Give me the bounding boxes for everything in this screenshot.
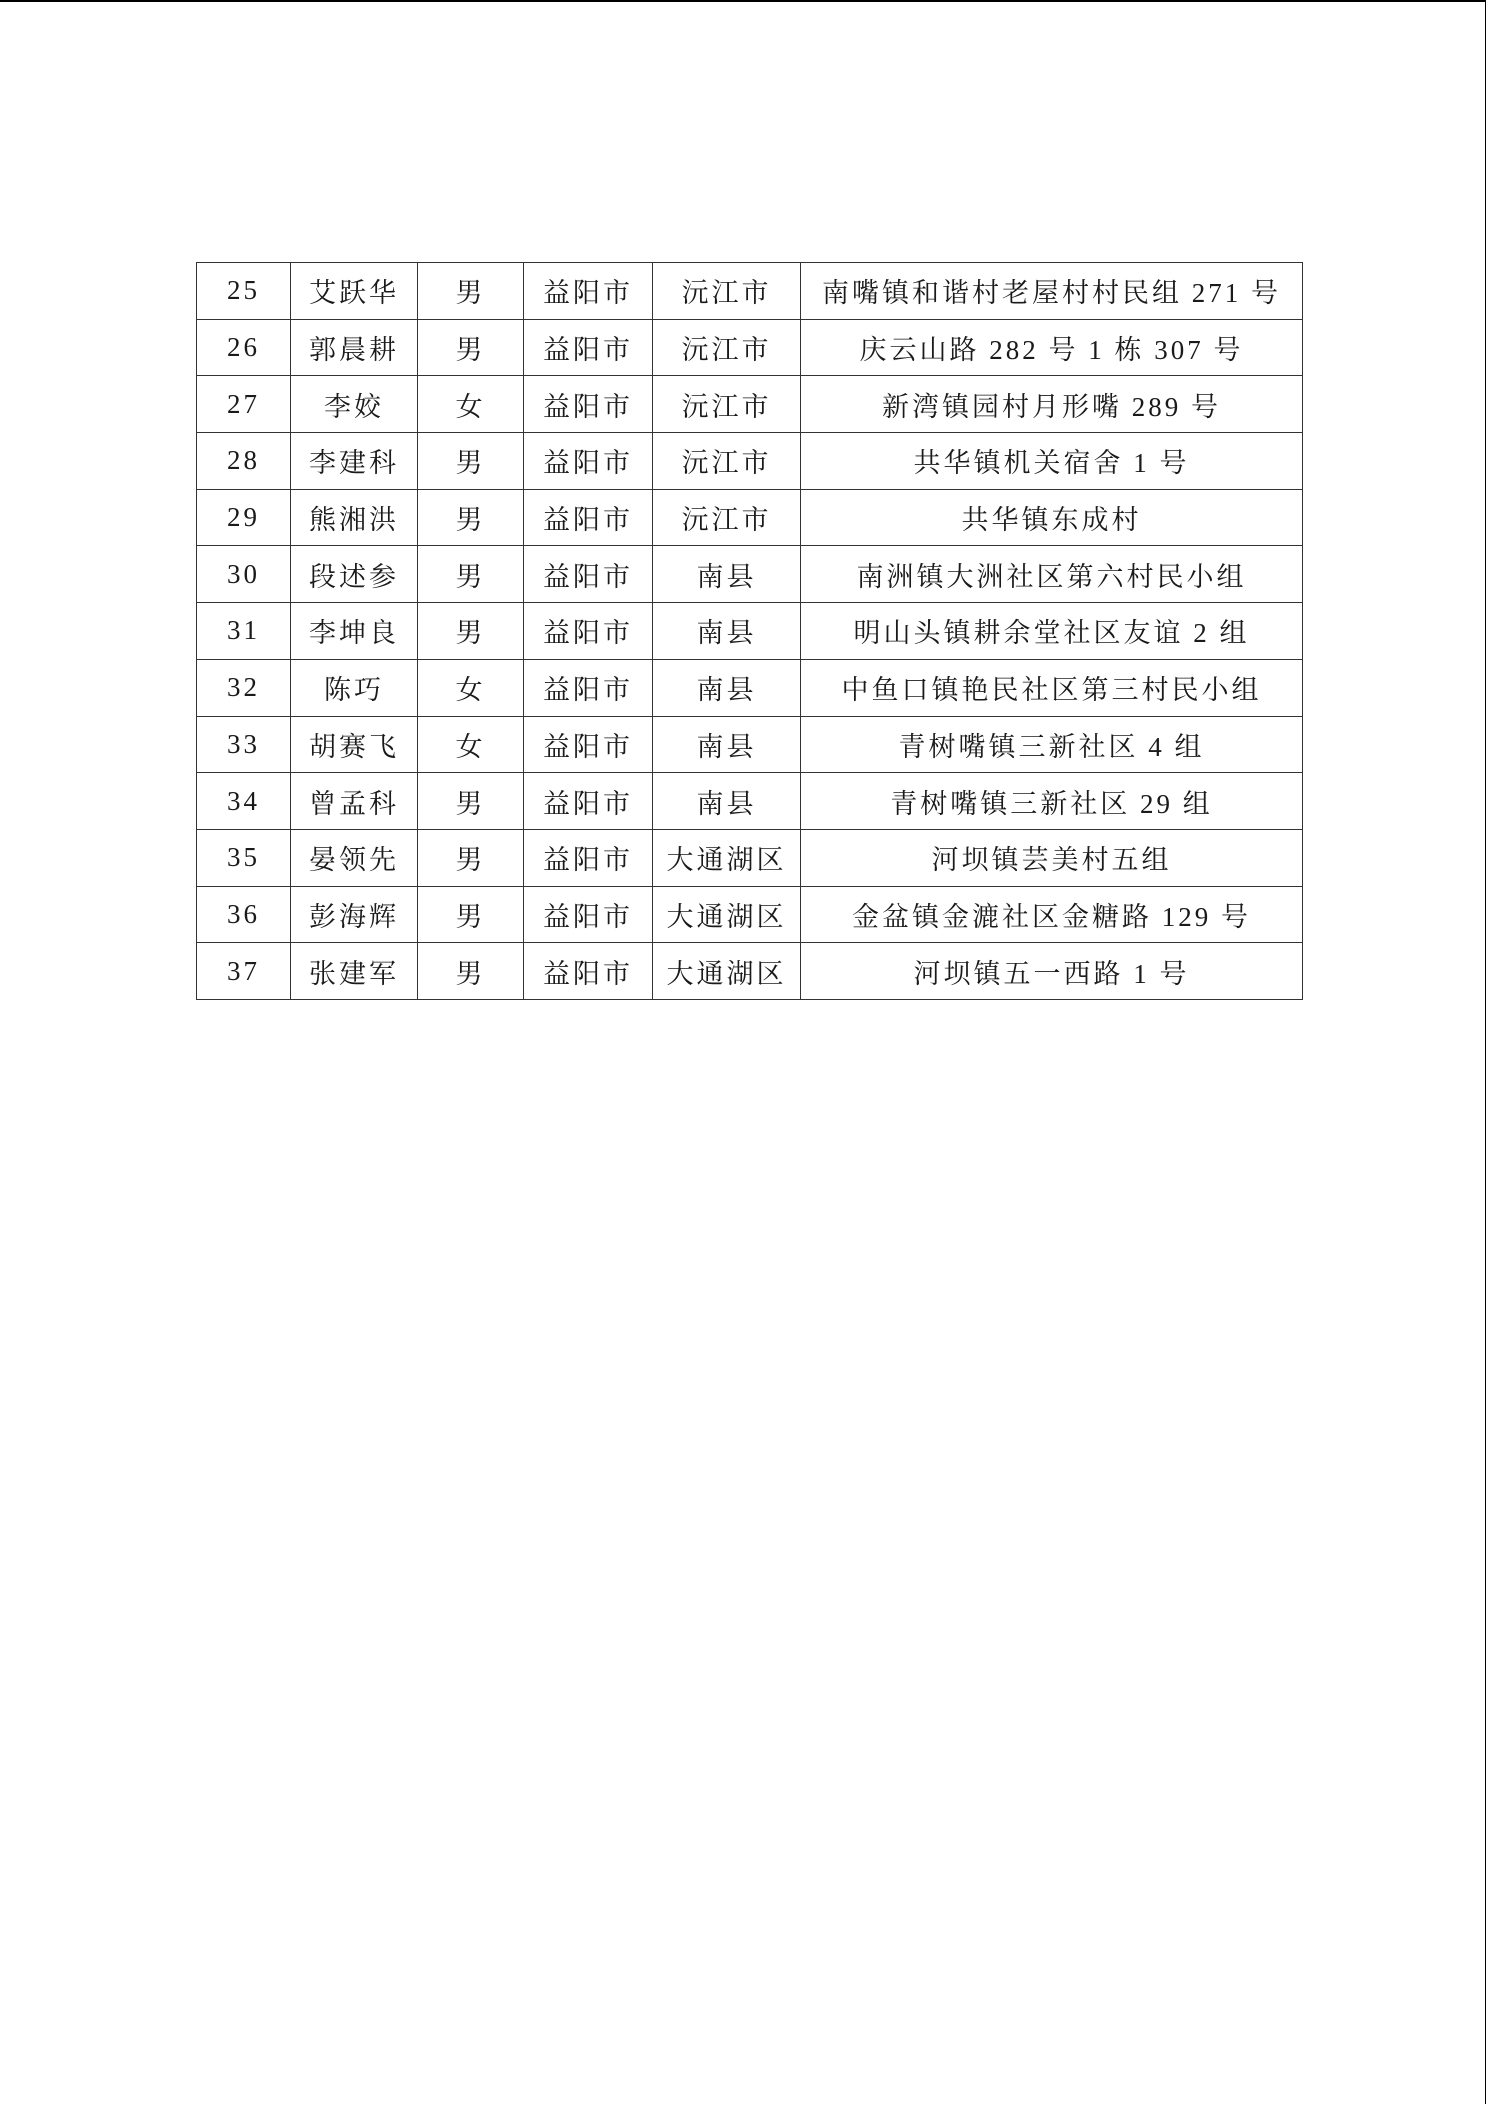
row-number-cell: 32: [197, 659, 291, 716]
row-number-cell: 37: [197, 943, 291, 1000]
name-cell: 陈巧: [291, 659, 418, 716]
city-cell: 益阳市: [524, 319, 653, 376]
county-cell: 沅江市: [653, 263, 801, 320]
name-cell: 熊湘洪: [291, 489, 418, 546]
name-cell: 曾孟科: [291, 773, 418, 830]
county-cell: 大通湖区: [653, 943, 801, 1000]
address-cell: 南嘴镇和谐村老屋村村民组 271 号: [801, 263, 1303, 320]
address-cell: 共华镇东成村: [801, 489, 1303, 546]
row-number-cell: 35: [197, 829, 291, 886]
county-cell: 沅江市: [653, 433, 801, 490]
row-number-cell: 29: [197, 489, 291, 546]
row-number-cell: 31: [197, 603, 291, 660]
sex-cell: 男: [418, 319, 524, 376]
address-cell: 新湾镇园村月形嘴 289 号: [801, 376, 1303, 433]
county-cell: 大通湖区: [653, 829, 801, 886]
row-number-cell: 30: [197, 546, 291, 603]
city-cell: 益阳市: [524, 489, 653, 546]
city-cell: 益阳市: [524, 659, 653, 716]
address-cell: 南洲镇大洲社区第六村民小组: [801, 546, 1303, 603]
table-row: [197, 829, 1303, 886]
row-number-cell: 34: [197, 773, 291, 830]
name-cell: 晏领先: [291, 829, 418, 886]
county-cell: 大通湖区: [653, 886, 801, 943]
table-row: [197, 376, 1303, 433]
table-row: [197, 319, 1303, 376]
row-number-cell: 36: [197, 886, 291, 943]
row-number-cell: 27: [197, 376, 291, 433]
city-cell: 益阳市: [524, 603, 653, 660]
address-cell: 河坝镇五一西路 1 号: [801, 943, 1303, 1000]
table-row: [197, 433, 1303, 490]
sex-cell: 男: [418, 886, 524, 943]
city-cell: 益阳市: [524, 716, 653, 773]
address-cell: 明山头镇耕余堂社区友谊 2 组: [801, 603, 1303, 660]
row-number-cell: 33: [197, 716, 291, 773]
name-cell: 张建军: [291, 943, 418, 1000]
city-cell: 益阳市: [524, 546, 653, 603]
sex-cell: 男: [418, 433, 524, 490]
city-cell: 益阳市: [524, 433, 653, 490]
county-cell: 南县: [653, 603, 801, 660]
name-cell: 李坤良: [291, 603, 418, 660]
sex-cell: 女: [418, 716, 524, 773]
table-row: [197, 603, 1303, 660]
name-cell: 艾跃华: [291, 263, 418, 320]
county-cell: 南县: [653, 659, 801, 716]
address-cell: 河坝镇芸美村五组: [801, 829, 1303, 886]
name-cell: 郭晨耕: [291, 319, 418, 376]
address-cell: 青树嘴镇三新社区 29 组: [801, 773, 1303, 830]
sex-cell: 男: [418, 263, 524, 320]
table-row: [197, 489, 1303, 546]
table-row: [197, 716, 1303, 773]
name-cell: 李建科: [291, 433, 418, 490]
county-cell: 南县: [653, 716, 801, 773]
sex-cell: 男: [418, 489, 524, 546]
city-cell: 益阳市: [524, 773, 653, 830]
row-number-cell: 26: [197, 319, 291, 376]
sex-cell: 女: [418, 659, 524, 716]
name-cell: 李姣: [291, 376, 418, 433]
address-cell: 金盆镇金漉社区金糖路 129 号: [801, 886, 1303, 943]
county-cell: 沅江市: [653, 319, 801, 376]
city-cell: 益阳市: [524, 886, 653, 943]
name-cell: 段述参: [291, 546, 418, 603]
sex-cell: 女: [418, 376, 524, 433]
table-row: [197, 943, 1303, 1000]
name-cell: 彭海辉: [291, 886, 418, 943]
address-cell: 中鱼口镇艳民社区第三村民小组: [801, 659, 1303, 716]
city-cell: 益阳市: [524, 376, 653, 433]
table-row: [197, 263, 1303, 320]
address-cell: 庆云山路 282 号 1 栋 307 号: [801, 319, 1303, 376]
county-cell: 南县: [653, 773, 801, 830]
table-row: [197, 546, 1303, 603]
table-row: [197, 886, 1303, 943]
name-cell: 胡赛飞: [291, 716, 418, 773]
sex-cell: 男: [418, 829, 524, 886]
table-row: [197, 659, 1303, 716]
roster-table: [196, 262, 1303, 1000]
roster-table-body: [197, 263, 1303, 1000]
city-cell: 益阳市: [524, 263, 653, 320]
row-number-cell: 28: [197, 433, 291, 490]
county-cell: 南县: [653, 546, 801, 603]
table-row: [197, 773, 1303, 830]
address-cell: 共华镇机关宿舍 1 号: [801, 433, 1303, 490]
sex-cell: 男: [418, 546, 524, 603]
city-cell: 益阳市: [524, 829, 653, 886]
address-cell: 青树嘴镇三新社区 4 组: [801, 716, 1303, 773]
county-cell: 沅江市: [653, 489, 801, 546]
sex-cell: 男: [418, 603, 524, 660]
sex-cell: 男: [418, 943, 524, 1000]
city-cell: 益阳市: [524, 943, 653, 1000]
county-cell: 沅江市: [653, 376, 801, 433]
sex-cell: 男: [418, 773, 524, 830]
row-number-cell: 25: [197, 263, 291, 320]
